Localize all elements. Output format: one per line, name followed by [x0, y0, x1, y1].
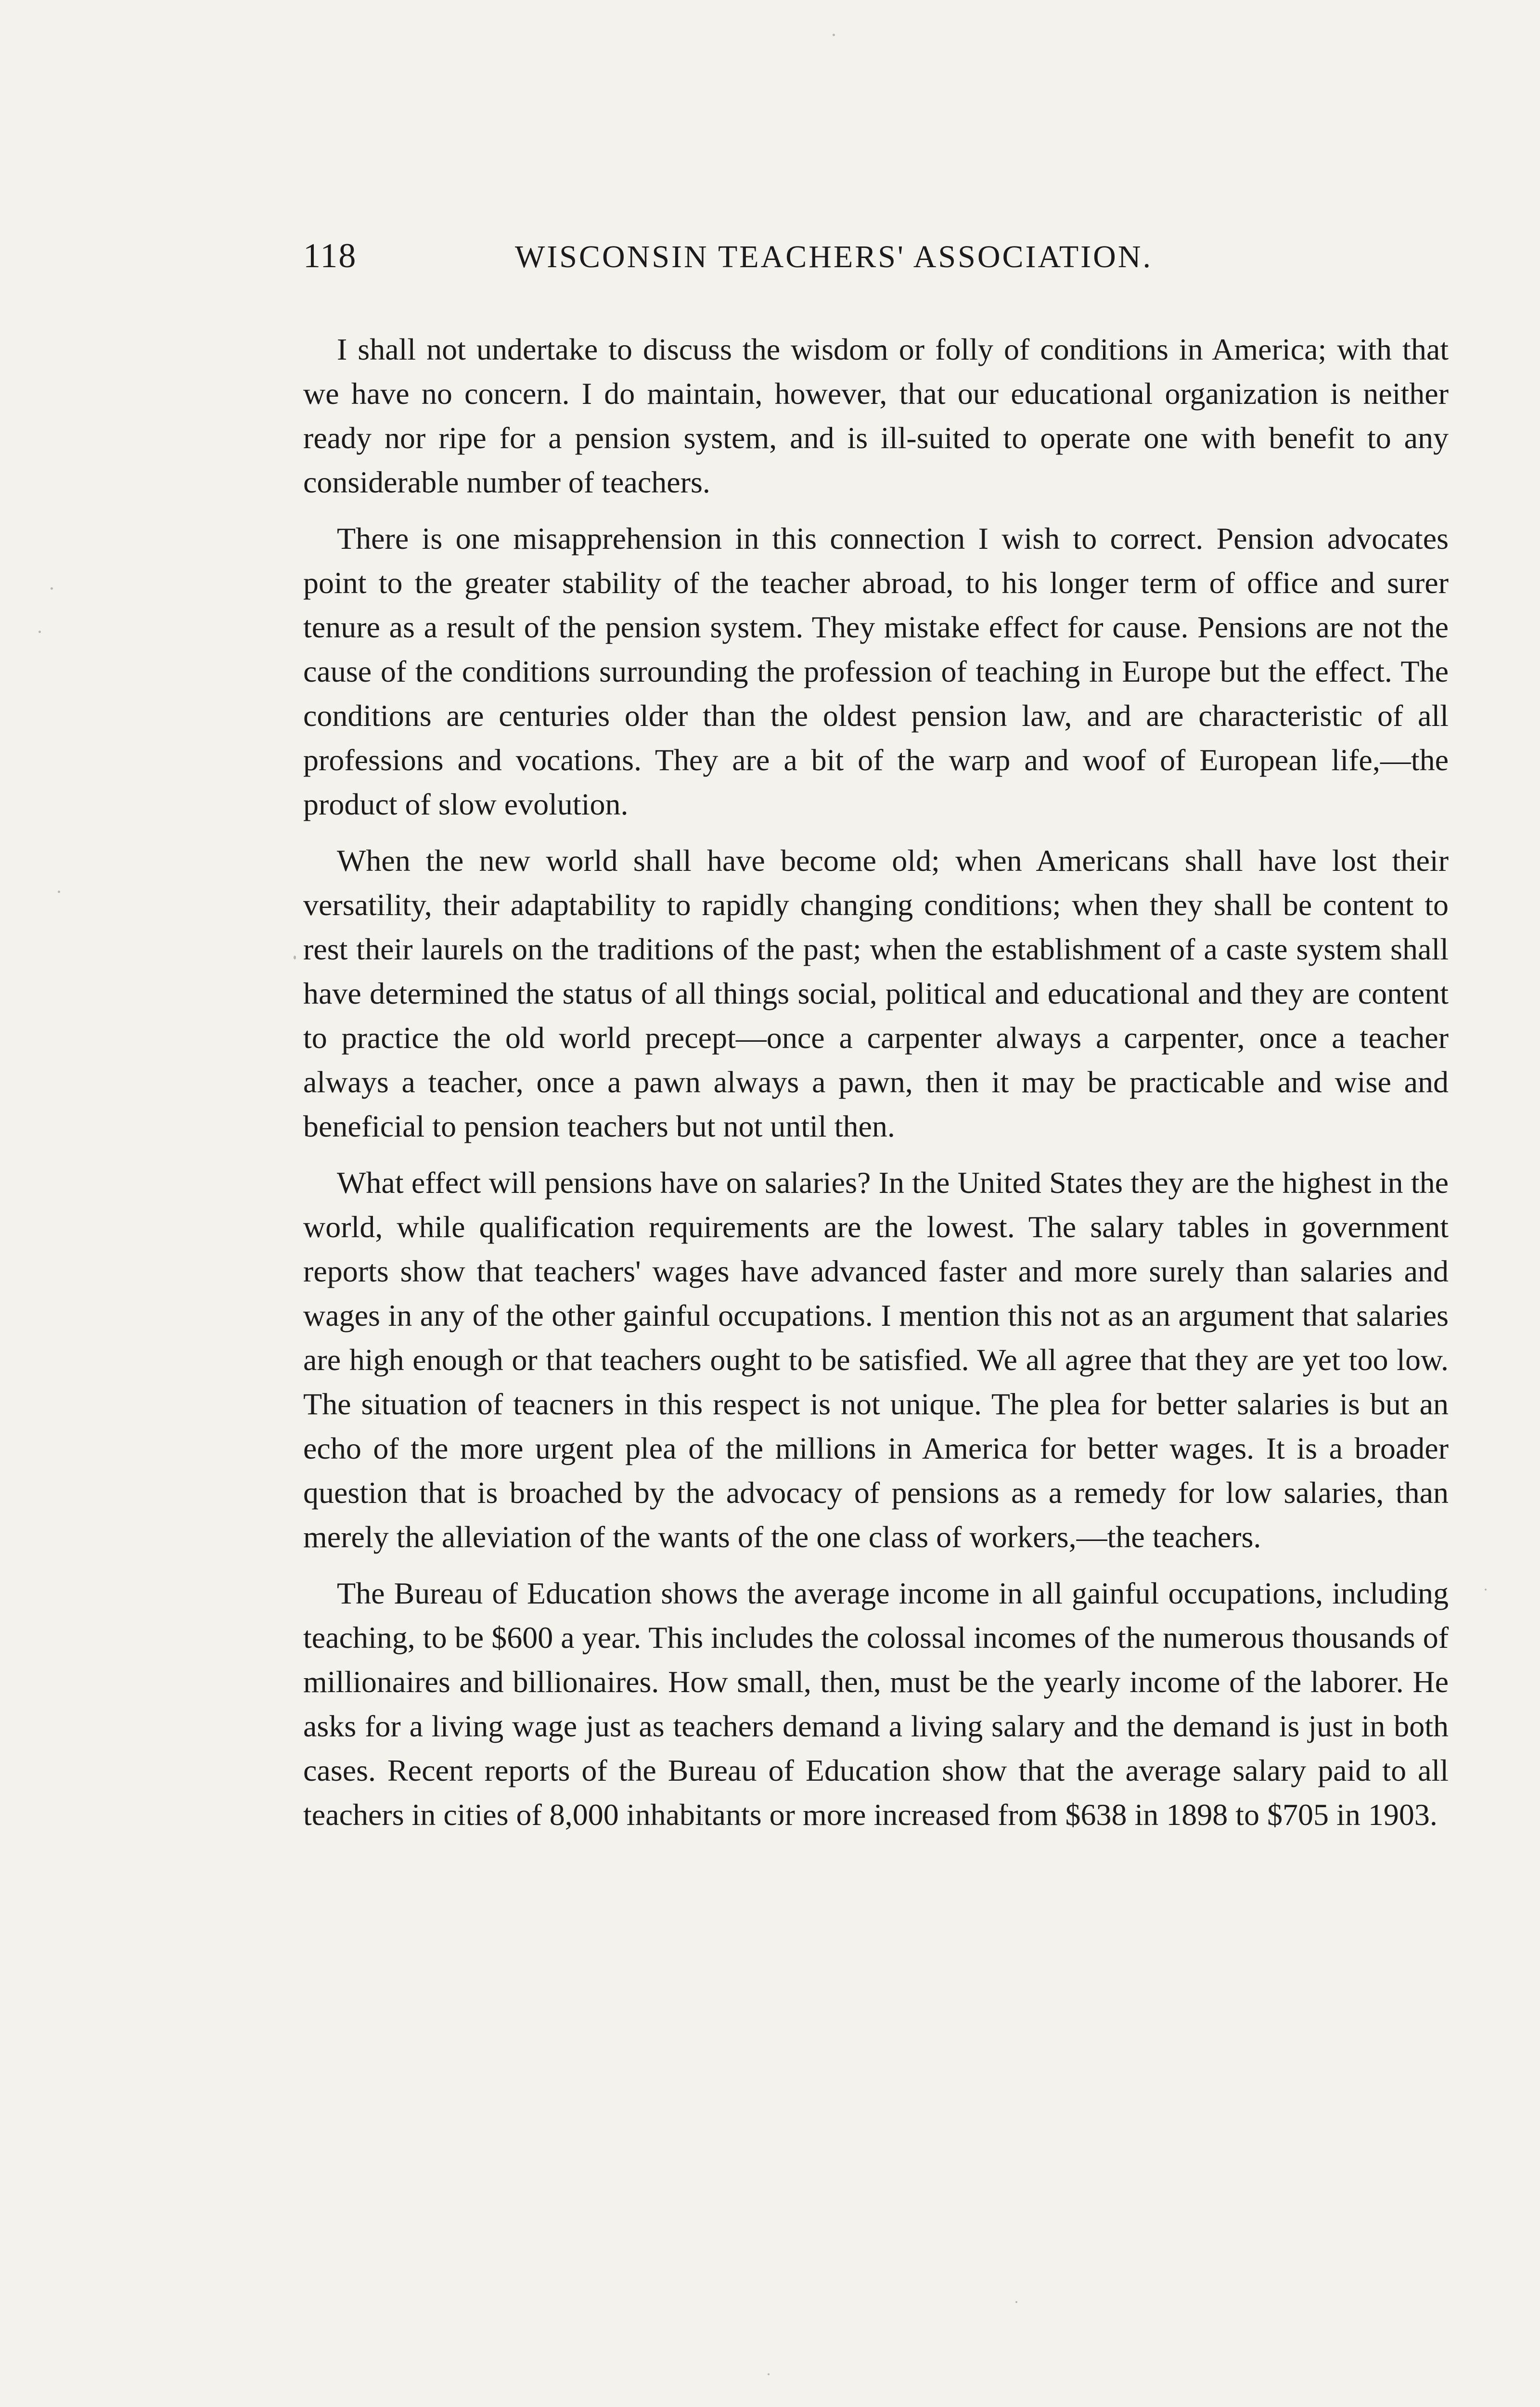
paragraph-3: When the new world shall have become old; when Americans shall have lost their versatility, their adaptability to rapidly changing conditions; when they shall be content to rest their laurels on the traditions of the past; when the establishment of a caste system shall have determined the status of all things social, political and educational and they are content to practice the old world precept—once a carpenter always a carpenter, once a teacher always a teacher, once a pawn always a pawn, then it may be practicable and wise and beneficial to pension teachers but not until then. [303, 843, 1449, 1143]
paragraph-4: What effect will pensions have on salaries? In the United States they are the highest in the world, while qualification requirements are the lowest. The salary tables in government reports show that teachers' wages have advanced faster and more surely than salaries and wages in any of the other gainful occupations. I mention this not as an argument that salaries are high enough or that teachers ought to be satisfied. We all agree that they are yet too low. The situation of teacners in this respect is not unique. The plea for better salaries is but an echo of the more urgent plea of the millions in America for better wages. It is a broader question that is broached by the advocacy of pensions as a remedy for low salaries, than merely the alleviation of the wants of the one class of workers,—the teachers. [303, 1165, 1449, 1554]
scan-speck [833, 34, 835, 36]
running-title: WISCONSIN TEACHERS' ASSOCIATION. [515, 239, 1153, 274]
paragraph-1: I shall not undertake to discuss the wisdom or folly of conditions in America; with that we have no concern. I do maintain, however, that our educational organization is neither ready nor ripe for a pension system, and is ill-suited to operate one with benefit to any considerable number of teachers. [303, 332, 1449, 499]
paragraph-2: There is one misapprehension in this connection I wish to correct. Pension advocates point to the greater stability of the teacher abroad, to his longer term of office and surer tenure as a result of the pension system. They mistake effect for cause. Pensions are not the cause of the conditions surrounding the profession of teaching in Europe but the effect. The conditions are centuries older than the oldest pension law, and are characteristic of all professions and vocations. They are a bit of the warp and woof of European life,—the product of slow evolution. [303, 521, 1449, 821]
scan-speck [768, 2373, 770, 2375]
body-text [303, 327, 1449, 1849]
page-number: 118 [303, 236, 357, 275]
paragraph-5: The Bureau of Education shows the average income in all gainful occupations, including teaching, to be $600 a year. This includes the colossal incomes of the numerous thousands of millionaires and billionaires. How small, then, must be the yearly income of the laborer. He asks for a living wage just as teachers demand a living salary and the demand is just in both cases. Recent reports of the Bureau of Education show that the average salary paid to all teachers in cities of 8,000 inhabitants or more increased from $638 in 1898 to $705 in 1903. [303, 1576, 1449, 1832]
running-head [303, 236, 1242, 294]
scan-speck [294, 956, 296, 959]
scan-speck [1485, 1589, 1487, 1591]
scan-speck [51, 587, 53, 590]
scan-speck [1015, 2301, 1017, 2303]
scan-speck [58, 891, 60, 893]
scan-speck [38, 631, 41, 633]
